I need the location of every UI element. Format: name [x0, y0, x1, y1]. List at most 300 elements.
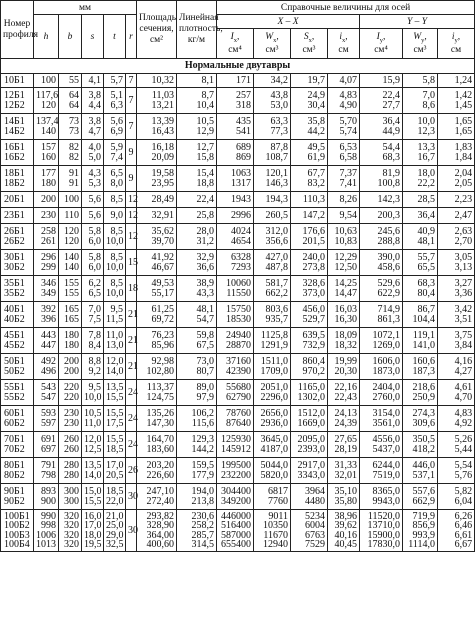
- cell-m: 59,8 67,5: [177, 328, 217, 354]
- header-s: s: [82, 15, 104, 59]
- cell-rx: 35,10 35,80: [328, 484, 360, 510]
- table-row: [1, 192, 475, 208]
- table-row: [1, 484, 475, 510]
- cell-ix: 199500 232200: [217, 458, 254, 484]
- cell-s: 5,8 6,0: [82, 250, 104, 276]
- cell-s: 3,8 4,7: [82, 114, 104, 140]
- cell-iy: 11520,0 13710,0 15900,0 17830,0: [360, 510, 403, 552]
- cell-b: 230 230: [59, 406, 82, 432]
- cell-b: 165 165: [59, 302, 82, 328]
- cell-m: 129,3 144,2: [177, 432, 217, 458]
- table-row: [1, 166, 475, 192]
- cell-b: 73 73: [59, 114, 82, 140]
- header-ix: $I_x$, см⁴: [217, 29, 254, 59]
- cell-id: 26Б1 26Б2: [1, 224, 34, 250]
- cell-a: 247,10 272,40: [137, 484, 177, 510]
- cell-r: 21: [126, 302, 137, 328]
- cell-m: 230,6 258,2 285,7 314,5: [177, 510, 217, 552]
- cell-r: 12: [126, 192, 137, 208]
- cell-t: 5,6 6,9: [104, 114, 126, 140]
- cell-r: 30: [126, 484, 137, 510]
- cell-id: 60Б1 60Б2: [1, 406, 34, 432]
- cell-a: 164,70 183,60: [137, 432, 177, 458]
- cell-t: 8,5 10,0: [104, 276, 126, 302]
- cell-m: 8,1: [177, 74, 217, 88]
- cell-ix: 24940 28870: [217, 328, 254, 354]
- cell-b: 91 91: [59, 166, 82, 192]
- cell-m: 10,5 12,9: [177, 114, 217, 140]
- cell-wy: 55,7 65,5: [403, 250, 438, 276]
- cell-m: 38,9 43,3: [177, 276, 217, 302]
- cell-b: 100: [59, 192, 82, 208]
- cell-m: 73,0 80,7: [177, 354, 217, 380]
- cell-sx: 2917,0 3343,0: [291, 458, 328, 484]
- header-b: b: [59, 15, 82, 59]
- cell-iy: 54,4 68,3: [360, 140, 403, 166]
- cell-r: 21: [126, 354, 137, 380]
- cell-h: 200: [34, 192, 59, 208]
- cell-sx: 5234 6004 6763 7529: [291, 510, 328, 552]
- cell-rx: 19,99 20,30: [328, 354, 360, 380]
- cell-rx: 14,25 14,47: [328, 276, 360, 302]
- cell-m: 106,2 115,6: [177, 406, 217, 432]
- table-row: [1, 140, 475, 166]
- cell-m: 159,5 177,9: [177, 458, 217, 484]
- cell-r: 9: [126, 166, 137, 192]
- cell-rx: 24,13 24,39: [328, 406, 360, 432]
- cell-iy: 15,9: [360, 74, 403, 88]
- cell-wx: 2656,0 2936,0: [254, 406, 291, 432]
- cell-wy: 36,4: [403, 208, 438, 224]
- cell-wy: 40,9 48,1: [403, 224, 438, 250]
- cell-ry: 3,27 3,36: [438, 276, 475, 302]
- cell-m: 8,7 10,4: [177, 88, 217, 114]
- cell-id: 12Б1 12Б2: [1, 88, 34, 114]
- cell-iy: 3154,0 3561,0: [360, 406, 403, 432]
- cell-t: 9,5 11,5: [104, 302, 126, 328]
- cell-wx: 581,7 662,2: [254, 276, 291, 302]
- cell-a: 135,26 147,30: [137, 406, 177, 432]
- header-linear-density: Линейная плотность, кг/м: [177, 1, 217, 59]
- cell-h: 990 998 1006 1013: [34, 510, 59, 552]
- cell-sx: 67,7 83,2: [291, 166, 328, 192]
- cell-id: 20Б1: [1, 192, 34, 208]
- cell-sx: 176,6 201,5: [291, 224, 328, 250]
- cell-m: 25,8: [177, 208, 217, 224]
- cell-ry: 1,24: [438, 74, 475, 88]
- cell-m: 22,4: [177, 192, 217, 208]
- header-rx: $i_x$, см: [328, 29, 360, 59]
- cell-m: 194,0 213,8: [177, 484, 217, 510]
- cell-rx: 16,03 16,30: [328, 302, 360, 328]
- cell-b: 320 320 320 320: [59, 510, 82, 552]
- cell-ry: 2,63 2,70: [438, 224, 475, 250]
- table-row: [1, 74, 475, 88]
- cell-id: 16Б1 16Б2: [1, 140, 34, 166]
- cell-iy: 81,9 100,8: [360, 166, 403, 192]
- header-sx: $S_x$, см³: [291, 29, 328, 59]
- table-row: [1, 406, 475, 432]
- cell-s: 7,0 7,5: [82, 302, 104, 328]
- cell-ix: 2996: [217, 208, 254, 224]
- cell-iy: 8365,0 9943,0: [360, 484, 403, 510]
- table-row: [1, 510, 475, 552]
- cell-h: 691 697: [34, 432, 59, 458]
- cell-ry: 6,26 6,46 6,61 6,67: [438, 510, 475, 552]
- cell-ry: 1,83 1,84: [438, 140, 475, 166]
- cell-ry: 4,16 4,27: [438, 354, 475, 380]
- header-r: r: [126, 15, 137, 59]
- cell-id: 18Б1 18Б2: [1, 166, 34, 192]
- cell-id: 10Б1: [1, 74, 34, 88]
- cell-ix: 10060 11550: [217, 276, 254, 302]
- cell-wy: 446,0 537,1: [403, 458, 438, 484]
- header-wy: $W_y$, см³: [403, 29, 438, 59]
- cell-iy: 36,4 44,9: [360, 114, 403, 140]
- cell-h: 137,4 140: [34, 114, 59, 140]
- cell-sx: 24,9 30,4: [291, 88, 328, 114]
- cell-s: 5,6: [82, 192, 104, 208]
- section-title: Нормальные двутавры: [1, 59, 475, 74]
- cell-t: 5,9 7,4: [104, 140, 126, 166]
- cell-t: 15,5 18,5: [104, 432, 126, 458]
- table-row: [1, 224, 475, 250]
- cell-b: 300 300: [59, 484, 82, 510]
- cell-wx: 194,3: [254, 192, 291, 208]
- cell-m: 12,7 15,8: [177, 140, 217, 166]
- cell-r: 24: [126, 380, 137, 406]
- cell-s: 13,5 14,0: [82, 458, 104, 484]
- cell-b: 180 180: [59, 328, 82, 354]
- cell-a: 61,25 69,72: [137, 302, 177, 328]
- cell-id: 30Б1 30Б2: [1, 250, 34, 276]
- cell-rx: 4,07: [328, 74, 360, 88]
- cell-s: 7,8 8,4: [82, 328, 104, 354]
- table-row: [1, 432, 475, 458]
- cell-wx: 260,5: [254, 208, 291, 224]
- cell-wy: 10,0 12,3: [403, 114, 438, 140]
- cell-id: 90Б1 90Б2: [1, 484, 34, 510]
- cell-h: 157 160: [34, 140, 59, 166]
- cell-ix: 435 541: [217, 114, 254, 140]
- table-row: [1, 250, 475, 276]
- cell-ix: 55680 62790: [217, 380, 254, 406]
- cell-s: 15,0 15,5: [82, 484, 104, 510]
- cell-s: 9,5 10,0: [82, 380, 104, 406]
- cell-ix: 446000 516400 587000 655400: [217, 510, 254, 552]
- cell-h: 893 900: [34, 484, 59, 510]
- cell-s: 4,3 5,3: [82, 166, 104, 192]
- cell-s: 16,0 17,0 18,0 19,5: [82, 510, 104, 552]
- cell-rx: 12,29 12,50: [328, 250, 360, 276]
- cell-s: 8,8 9,2: [82, 354, 104, 380]
- cell-s: 4,0 5,0: [82, 140, 104, 166]
- cell-t: 5,7: [104, 74, 126, 88]
- cell-ry: 5,54 5,76: [438, 458, 475, 484]
- cell-s: 10,5 11,0: [82, 406, 104, 432]
- cell-sx: 3964 4480: [291, 484, 328, 510]
- cell-iy: 245,6 288,8: [360, 224, 403, 250]
- cell-a: 11,03 13,21: [137, 88, 177, 114]
- cell-ry: 5,26 5,44: [438, 432, 475, 458]
- cell-sx: 35,8 44,2: [291, 114, 328, 140]
- cell-ry: 4,83 4,92: [438, 406, 475, 432]
- cell-iy: 200,3: [360, 208, 403, 224]
- cell-b: 140 140: [59, 250, 82, 276]
- cell-ix: 125930 145912: [217, 432, 254, 458]
- table-row: [1, 208, 475, 224]
- cell-s: 6,2 6,5: [82, 276, 104, 302]
- cell-wy: 7,0 8,6: [403, 88, 438, 114]
- cell-wy: 13,3 16,7: [403, 140, 438, 166]
- cell-a: 28,49: [137, 192, 177, 208]
- cell-t: 15,5 17,5: [104, 406, 126, 432]
- header-h: h: [34, 15, 59, 59]
- cell-ry: 2,47: [438, 208, 475, 224]
- cell-ix: 257 318: [217, 88, 254, 114]
- cell-rx: 4,83 4,90: [328, 88, 360, 114]
- cell-ry: 1,42 1,45: [438, 88, 475, 114]
- cell-ry: 2,23: [438, 192, 475, 208]
- cell-b: 55: [59, 74, 82, 88]
- cell-sx: 147,2: [291, 208, 328, 224]
- cell-ry: 3,42 3,51: [438, 302, 475, 328]
- cell-ix: 1063 1317: [217, 166, 254, 192]
- cell-sx: 240,0 273,8: [291, 250, 328, 276]
- cell-r: 7: [126, 74, 137, 88]
- cell-h: 791 798: [34, 458, 59, 484]
- cell-rx: 8,26: [328, 192, 360, 208]
- cell-a: 16,18 20,09: [137, 140, 177, 166]
- cell-ix: 15750 18530: [217, 302, 254, 328]
- cell-sx: 1165,0 1302,0: [291, 380, 328, 406]
- cell-sx: 456,0 529,7: [291, 302, 328, 328]
- cell-sx: 860,4 970,2: [291, 354, 328, 380]
- cell-ix: 304400 349200: [217, 484, 254, 510]
- cell-b: 82 82: [59, 140, 82, 166]
- cell-wy: 18,0 22,2: [403, 166, 438, 192]
- cell-wy: 119,1 141,0: [403, 328, 438, 354]
- cell-rx: 10,63 10,83: [328, 224, 360, 250]
- header-axis-x: X – X: [217, 15, 360, 29]
- cell-ry: 4,61 4,70: [438, 380, 475, 406]
- cell-wx: 6817 7760: [254, 484, 291, 510]
- cell-wx: 1125,8 1291,9: [254, 328, 291, 354]
- cell-wy: 160,6 187,3: [403, 354, 438, 380]
- cell-r: 7: [126, 88, 137, 114]
- cell-sx: 2095,0 2393,0: [291, 432, 328, 458]
- table-body: [1, 59, 475, 552]
- header-profile-number: Номер профиля: [1, 1, 34, 59]
- cell-wx: 9011 10350 11670 12940: [254, 510, 291, 552]
- cell-h: 443 447: [34, 328, 59, 354]
- cell-a: 32,91: [137, 208, 177, 224]
- cell-wx: 63,3 77,3: [254, 114, 291, 140]
- cell-m: 32,9 36,6: [177, 250, 217, 276]
- cell-id: 35Б1 35Б2: [1, 276, 34, 302]
- cell-ix: 37160 42390: [217, 354, 254, 380]
- cell-wx: 1511,0 1709,0: [254, 354, 291, 380]
- cell-s: 5,6: [82, 208, 104, 224]
- cell-b: 155 155: [59, 276, 82, 302]
- cell-b: 110: [59, 208, 82, 224]
- cell-id: 40Б1 40Б2: [1, 302, 34, 328]
- cell-wy: 350,5 418,2: [403, 432, 438, 458]
- header-t: t: [104, 15, 126, 59]
- cell-wx: 43,8 53,0: [254, 88, 291, 114]
- cell-a: 49,53 55,17: [137, 276, 177, 302]
- cell-a: 19,58 23,95: [137, 166, 177, 192]
- table-row: [1, 328, 475, 354]
- cell-rx: 5,70 5,74: [328, 114, 360, 140]
- cell-t: 18,5 22,0: [104, 484, 126, 510]
- cell-iy: 1072,1 1269,0: [360, 328, 403, 354]
- header-wx: $W_x$, см³: [254, 29, 291, 59]
- cell-b: 280 280: [59, 458, 82, 484]
- cell-b: 200 200: [59, 354, 82, 380]
- cell-a: 293,82 328,90 364,00 400,60: [137, 510, 177, 552]
- cell-r: 18: [126, 276, 137, 302]
- cell-h: 258 261: [34, 224, 59, 250]
- cell-s: 3,8 4,4: [82, 88, 104, 114]
- cell-id: 100Б1 100Б2 100Б3 100Б4: [1, 510, 34, 552]
- cell-id: 50Б1 50Б2: [1, 354, 34, 380]
- cell-iy: 714,9 861,3: [360, 302, 403, 328]
- cell-h: 100: [34, 74, 59, 88]
- cell-a: 13,39 16,43: [137, 114, 177, 140]
- cell-m: 15,4 18,8: [177, 166, 217, 192]
- cell-id: 14Б1 14Б2: [1, 114, 34, 140]
- cell-rx: 9,54: [328, 208, 360, 224]
- cell-id: 45Б1 45Б2: [1, 328, 34, 354]
- cell-t: 8,5 10,0: [104, 250, 126, 276]
- cell-sx: 639,5 732,9: [291, 328, 328, 354]
- cell-iy: 142,3: [360, 192, 403, 208]
- cell-sx: 328,6 373,0: [291, 276, 328, 302]
- cell-r: 24: [126, 432, 137, 458]
- cell-r: 7: [126, 114, 137, 140]
- cell-r: 30: [126, 510, 137, 552]
- cell-wy: 28,5: [403, 192, 438, 208]
- cell-ry: 3,05 3,13: [438, 250, 475, 276]
- cell-wx: 3645,0 4187,0: [254, 432, 291, 458]
- table-row: [1, 88, 475, 114]
- cell-b: 64 64: [59, 88, 82, 114]
- cell-r: 21: [126, 328, 137, 354]
- cell-iy: 4556,0 5437,0: [360, 432, 403, 458]
- cell-iy: 22,4 27,7: [360, 88, 403, 114]
- header-mm: мм: [34, 1, 137, 15]
- cell-rx: 18,09 18,32: [328, 328, 360, 354]
- cell-sx: 1512,0 1669,0: [291, 406, 328, 432]
- cell-t: 17,0 20,5: [104, 458, 126, 484]
- table-row: [1, 458, 475, 484]
- cell-t: 9,0: [104, 208, 126, 224]
- cell-r: 12: [126, 224, 137, 250]
- cell-wy: 274,3 309,6: [403, 406, 438, 432]
- cell-s: 4,1: [82, 74, 104, 88]
- cell-rx: 31,33 32,01: [328, 458, 360, 484]
- table-row: [1, 380, 475, 406]
- cell-t: 12,0 14,0: [104, 354, 126, 380]
- table-row: [1, 276, 475, 302]
- cell-h: 593 597: [34, 406, 59, 432]
- cell-sx: 110,3: [291, 192, 328, 208]
- cell-wy: 218,6 250,9: [403, 380, 438, 406]
- cell-wx: 2051,0 2296,0: [254, 380, 291, 406]
- cell-m: 89,0 97,9: [177, 380, 217, 406]
- cell-a: 10,32: [137, 74, 177, 88]
- cell-b: 220 220: [59, 380, 82, 406]
- cell-wx: 312,0 356,6: [254, 224, 291, 250]
- cell-wy: 68,3 80,4: [403, 276, 438, 302]
- cell-t: 5,1 6,3: [104, 88, 126, 114]
- cell-wx: 87,8 108,7: [254, 140, 291, 166]
- cell-r: 26: [126, 458, 137, 484]
- cell-h: 392 396: [34, 302, 59, 328]
- cell-wy: 5,8: [403, 74, 438, 88]
- cell-s: 5,8 6,0: [82, 224, 104, 250]
- cell-rx: 38,96 39,62 40,16 40,45: [328, 510, 360, 552]
- cell-ix: 78760 87640: [217, 406, 254, 432]
- cell-r: 24: [126, 406, 137, 432]
- cell-t: 21,0 25,0 29,0 32,5: [104, 510, 126, 552]
- cell-h: 346 349: [34, 276, 59, 302]
- cell-id: 80Б1 80Б2: [1, 458, 34, 484]
- cell-rx: 7,37 7,41: [328, 166, 360, 192]
- cell-a: 92,98 102,80: [137, 354, 177, 380]
- cell-wy: 719,9 856,9 993,9 1114,0: [403, 510, 438, 552]
- cell-r: 15: [126, 250, 137, 276]
- cell-t: 8,5 10,0: [104, 224, 126, 250]
- cell-wy: 86,7 104,4: [403, 302, 438, 328]
- table-row: [1, 114, 475, 140]
- cell-sx: 49,5 61,9: [291, 140, 328, 166]
- table-row: [1, 354, 475, 380]
- cell-h: 543 547: [34, 380, 59, 406]
- cell-wx: 427,0 487,8: [254, 250, 291, 276]
- cell-ry: 3,75 3,84: [438, 328, 475, 354]
- cell-ix: 4024 4654: [217, 224, 254, 250]
- cell-ix: 6328 7293: [217, 250, 254, 276]
- cell-wy: 557,6 662,9: [403, 484, 438, 510]
- cell-ry: 2,04 2,05: [438, 166, 475, 192]
- cell-t: 11,0 13,0: [104, 328, 126, 354]
- cell-s: 12,0 12,5: [82, 432, 104, 458]
- cell-ry: 5,82 6,04: [438, 484, 475, 510]
- cell-h: 117,6 120: [34, 88, 59, 114]
- cell-iy: 6244,0 7519,0: [360, 458, 403, 484]
- cell-id: 23Б1: [1, 208, 34, 224]
- cell-ry: 1,65 1,65: [438, 114, 475, 140]
- cell-r: 9: [126, 140, 137, 166]
- header-area: Площадь сечения, см²: [137, 1, 177, 59]
- header-iy: $I_y$, см⁴: [360, 29, 403, 59]
- cell-t: 13,5 15,5: [104, 380, 126, 406]
- cell-rx: 22,16 22,43: [328, 380, 360, 406]
- cell-iy: 390,0 458,6: [360, 250, 403, 276]
- cell-a: 35,62 39,70: [137, 224, 177, 250]
- cell-rx: 27,65 28,19: [328, 432, 360, 458]
- cell-id: 55Б1 55Б2: [1, 380, 34, 406]
- cell-a: 203,20 226,60: [137, 458, 177, 484]
- cell-h: 492 496: [34, 354, 59, 380]
- cell-rx: 6,53 6,58: [328, 140, 360, 166]
- cell-iy: 2404,0 2760,0: [360, 380, 403, 406]
- cell-r: 12: [126, 208, 137, 224]
- cell-wx: 5044,0 5820,0: [254, 458, 291, 484]
- table-row: [1, 302, 475, 328]
